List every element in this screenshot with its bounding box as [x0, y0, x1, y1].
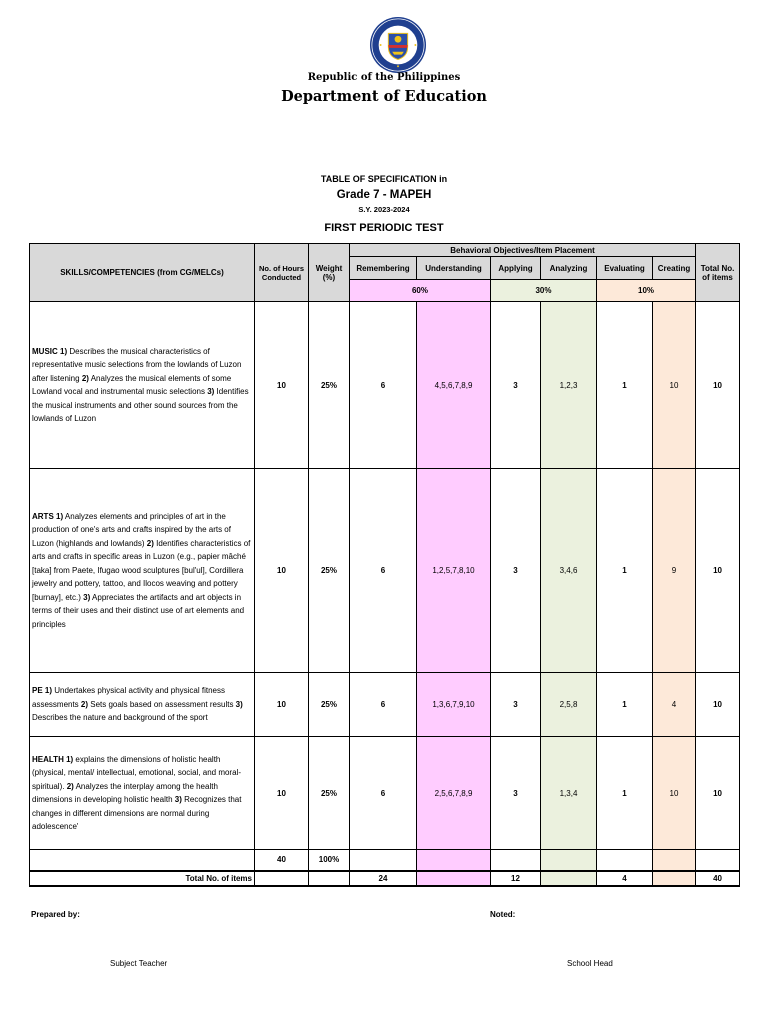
competency-text: 2) [146, 538, 154, 548]
cell-evaluating: 1 [597, 673, 653, 737]
table-of-specification [29, 243, 740, 887]
competency-text: Analyzes the musical elements of some Lowland vocal and instrumental music selections [32, 373, 232, 396]
total-remembering: 24 [350, 871, 417, 886]
competency-text: Identifies characteristics of arts and crafts in specific areas in Luzon (e.g., papier mâché [taka] from Paete, Ifugao wood sculptures [bul'ul], Cordillera jewelry and pottery, tattoo, and Ilocos weaving and pottery [burnay], etc.) [32, 538, 251, 602]
competency-text: Analyzes the interplay among the health dimensions in developing holistic health [32, 781, 218, 804]
competency-text: 2) [81, 373, 89, 383]
cell-analyzing: 2,5,8 [541, 673, 597, 737]
total-label: Total No. of items [30, 871, 255, 886]
competency-text: Describes the nature and background of the sport [32, 713, 208, 723]
sum-weight: 100% [309, 850, 350, 871]
cell-applying: 3 [491, 302, 541, 469]
department-header: Department of Education [281, 88, 487, 105]
cell-evaluating: 1 [597, 737, 653, 850]
cell-evaluating: 1 [597, 469, 653, 673]
competency-text: Describes the musical characteristics of representative music selections from the lowlands of Luzon after listening [32, 346, 242, 383]
cell-remembering: 6 [350, 673, 417, 737]
cell-evaluating: 1 [597, 302, 653, 469]
competency-text: Sets goals based on assessment results [88, 699, 236, 709]
competency-text: explains the dimensions of holistic health (physical, mental/ intellectual, emotional, social, and moral-spiritual). [32, 754, 241, 791]
competency-text: HEALTH 1) [32, 754, 74, 764]
cell-analyzing: 1,3,4 [541, 737, 597, 850]
cell-weight: 25% [309, 469, 350, 673]
cell-understanding: 1,2,5,7,8,10 [417, 469, 491, 673]
table-row [30, 673, 740, 737]
cell-total: 10 [696, 469, 740, 673]
sum-row [30, 850, 740, 871]
test-name: FIRST PERIODIC TEST [324, 222, 444, 234]
title-line-1: TABLE OF SPECIFICATION in [320, 174, 448, 184]
cell-creating: 10 [653, 737, 696, 850]
cell-hours: 10 [255, 673, 309, 737]
cell-hours: 10 [255, 737, 309, 850]
cell-creating: 9 [653, 469, 696, 673]
header-applying: Applying [491, 257, 541, 280]
header-skills: SKILLS/COMPETENCIES (from CG/MELCs) [30, 244, 255, 302]
cell-hours: 10 [255, 302, 309, 469]
competency-text: Analyzes elements and principles of art in the production of one's arts and crafts inspired by the arts of Luzon (highlands and lowlands) [32, 511, 231, 548]
competency-arts [30, 469, 255, 673]
competency-text: ARTS 1) [32, 511, 64, 521]
competency-text: 3) [174, 795, 182, 804]
table-row [30, 302, 740, 469]
cell-applying: 3 [491, 469, 541, 673]
header-evaluating: Evaluating [597, 257, 653, 280]
prepared-by-label: Prepared by: [31, 910, 80, 919]
competency-text: Undertakes physical activity and physical fitness assessments [32, 686, 225, 709]
cell-understanding: 4,5,6,7,8,9 [417, 302, 491, 469]
competency-text: 3) [235, 699, 243, 709]
cell-total: 10 [696, 302, 740, 469]
table-row [30, 737, 740, 850]
title-line-2: Grade 7 - MAPEH [336, 189, 432, 201]
noted-label: Noted: [490, 910, 516, 919]
subject-teacher-label: Subject Teacher [110, 959, 168, 968]
cell-remembering: 6 [350, 469, 417, 673]
total-row [30, 871, 740, 886]
competency-text: 3) [83, 592, 91, 602]
header-analyzing: Analyzing [541, 257, 597, 280]
cell-understanding: 2,5,6,7,8,9 [417, 737, 491, 850]
pct-mid: 30% [491, 280, 597, 302]
competency-text: Recognizes that changes in different dimensions are normal during adolescence' [32, 795, 242, 831]
cell-analyzing: 1,2,3 [541, 302, 597, 469]
republic-header: Republic of the Philippines [307, 72, 461, 83]
total-items: 40 [696, 871, 740, 886]
cell-applying: 3 [491, 737, 541, 850]
cell-creating: 10 [653, 302, 696, 469]
cell-weight: 25% [309, 302, 350, 469]
header-understanding: Understanding [417, 257, 491, 280]
deped-seal-logo [369, 16, 427, 74]
header-behavioral: Behavioral Objectives/Item Placement [350, 244, 696, 257]
table-row [30, 469, 740, 673]
competency-text: Appreciates the artifacts and art objects in terms of their uses and their distinct use of art elements and principles [32, 592, 245, 629]
competency-pe [30, 673, 255, 737]
cell-remembering: 6 [350, 737, 417, 850]
pct-low: 60% [350, 280, 491, 302]
sum-hours: 40 [255, 850, 309, 871]
total-applying: 12 [491, 871, 541, 886]
school-year: S.Y. 2023-2024 [358, 205, 410, 214]
cell-applying: 3 [491, 673, 541, 737]
competency-text: 3) [207, 387, 215, 396]
competency-music [30, 302, 255, 469]
cell-creating: 4 [653, 673, 696, 737]
cell-weight: 25% [309, 737, 350, 850]
cell-analyzing: 3,4,6 [541, 469, 597, 673]
cell-hours: 10 [255, 469, 309, 673]
cell-total: 10 [696, 737, 740, 850]
competency-text: 2) [66, 781, 74, 791]
competency-text: 2) [80, 699, 89, 709]
school-head-label: School Head [567, 959, 613, 968]
cell-weight: 25% [309, 673, 350, 737]
cell-understanding: 1,3,6,7,9,10 [417, 673, 491, 737]
competency-text: Identifies the musical instruments and other sound sources from the lowlands of Luzon [32, 387, 249, 423]
competency-health [30, 737, 255, 850]
header-remembering: Remembering [350, 257, 417, 280]
header-total: Total No. of items [696, 244, 740, 302]
header-weight: Weight (%) [309, 244, 350, 302]
header-hours: No. of Hours Conducted [255, 244, 309, 302]
cell-total: 10 [696, 673, 740, 737]
header-creating: Creating [653, 257, 696, 280]
pct-high: 10% [597, 280, 696, 302]
cell-remembering: 6 [350, 302, 417, 469]
competency-text: PE 1) [32, 686, 53, 696]
total-evaluating: 4 [597, 871, 653, 886]
competency-text: MUSIC 1) [32, 346, 68, 356]
